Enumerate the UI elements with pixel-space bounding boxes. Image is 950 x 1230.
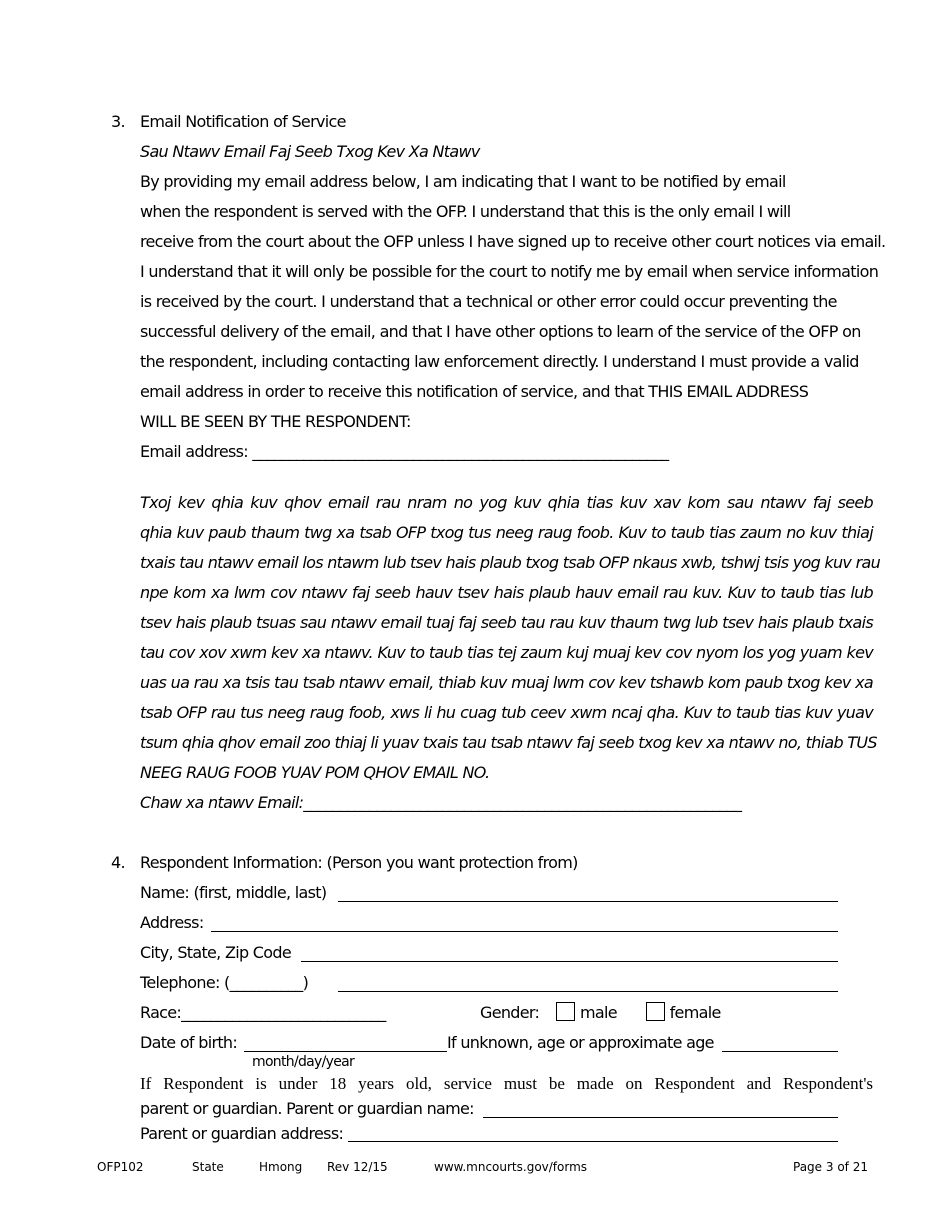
text-line: tsum qhia qhov email zoo thiaj li yuav txais tau tsab ntawv faj seeb txog kev xa ntawv no, thiab TUS xyxy=(140,733,877,752)
minor-respondent-note: If Respondent is under 18 years old, service must be made on Respondent and Respondent's xyxy=(140,1074,873,1093)
telephone-input-line[interactable] xyxy=(338,991,838,992)
guardian-name-label: parent or guardian. Parent or guardian name: xyxy=(140,1099,474,1118)
city-state-zip-label: City, State, Zip Code xyxy=(140,943,291,962)
footer-website-link[interactable]: www.mncourts.gov/forms xyxy=(434,1160,588,1174)
text-line: successful delivery of the email, and that I have other options to learn of the service of the OFP on xyxy=(140,322,861,341)
text-line: is received by the court. I understand that a technical or other error could occur preventing the xyxy=(140,292,837,311)
text-line: npe kom xa lwm cov ntawv faj seeb hauv tsev hais plaub hauv email rau kuv. Kuv to taub tias lub xyxy=(140,583,873,602)
section-3-english-text xyxy=(140,167,885,437)
text-line: txais tau ntawv email los ntawm lub tsev hais plaub txog tsab OFP nkaus xwb, tshwj tsis yog kuv rau xyxy=(140,553,881,572)
footer-page-number: Page 3 of 21 xyxy=(793,1160,868,1174)
female-label: female xyxy=(669,1003,721,1022)
name-label: Name: (first, middle, last) xyxy=(140,883,327,902)
address-label: Address: xyxy=(140,913,204,932)
text-line: when the respondent is served with the OFP. I understand that this is the only email I will xyxy=(140,202,791,221)
section-3-number: 3. xyxy=(111,112,125,131)
text-line: qhia kuv paub thaum twg xa tsab OFP txog tus neeg raug foob. Kuv to taub tias zaum no kuv thiaj xyxy=(140,523,873,542)
guardian-address-label: Parent or guardian address: xyxy=(140,1124,344,1143)
footer-form-id: OFP102 xyxy=(97,1160,144,1174)
male-checkbox[interactable] xyxy=(556,1002,575,1021)
footer-language: Hmong xyxy=(259,1160,303,1174)
approximate-age-input-line[interactable] xyxy=(722,1051,838,1052)
name-input-line[interactable] xyxy=(338,901,838,902)
date-of-birth-input-line[interactable] xyxy=(244,1051,447,1052)
text-line: receive from the court about the OFP unless I have signed up to receive other court notices via email. xyxy=(140,232,886,251)
text-line: email address in order to receive this notification of service, and that THIS EMAIL ADDRESS xyxy=(140,382,809,401)
telephone-label: Telephone: (__________) xyxy=(140,973,309,992)
section-4-number: 4. xyxy=(111,853,125,872)
gender-group xyxy=(480,998,721,1028)
guardian-name-input-line[interactable] xyxy=(483,1117,838,1118)
footer-type: State xyxy=(192,1160,224,1174)
male-label: male xyxy=(579,1003,617,1022)
guardian-address-input-line[interactable] xyxy=(348,1141,838,1142)
text-line: tsab OFP rau tus neeg raug foob, xws li hu cuag tub ceev xwm ncaj qha. Kuv to taub tias kuv yuav xyxy=(140,703,873,722)
text-line: the respondent, including contacting law enforcement directly. I understand I must provide a valid xyxy=(140,352,859,371)
female-checkbox[interactable] xyxy=(646,1002,665,1021)
text-line: By providing my email address below, I am indicating that I want to be notified by email xyxy=(140,172,786,191)
date-format-hint: month/day/year xyxy=(252,1054,355,1070)
gender-label: Gender: xyxy=(480,1003,540,1022)
race-field[interactable]: Race:____________________________ xyxy=(140,1003,386,1022)
text-line: I understand that it will only be possible for the court to notify me by email when service information xyxy=(140,262,879,281)
text-line: WILL BE SEEN BY THE RESPONDENT: xyxy=(140,412,411,431)
text-line: tau cov xov xwm kev xa ntawv. Kuv to taub tias tej zaum kuj muaj kev cov nyom los yog yuam kev xyxy=(140,643,873,662)
footer-revision: Rev 12/15 xyxy=(327,1160,388,1174)
text-line: Txoj kev qhia kuv qhov email rau nram no yog kuv qhia tias kuv xav kom sau ntawv faj seeb xyxy=(140,493,873,512)
section-4-title: Respondent Information: (Person you want protection from) xyxy=(140,853,578,872)
date-of-birth-label: Date of birth: xyxy=(140,1033,238,1052)
section-3-hmong-text xyxy=(140,488,881,788)
approximate-age-label: If unknown, age or approximate age xyxy=(447,1033,714,1052)
section-3-subtitle-hmong: Sau Ntawv Email Faj Seeb Txog Kev Xa Ntawv xyxy=(140,142,480,161)
address-input-line[interactable] xyxy=(211,931,838,932)
hmong-email-field[interactable]: Chaw xa ntawv Email:____________________________________________________________ xyxy=(140,793,742,812)
text-line: tsev hais plaub tsuas sau ntawv email tuaj faj seeb tau rau kuv thaum twg lub tsev hais plaub txais xyxy=(140,613,873,632)
city-state-zip-input-line[interactable] xyxy=(301,961,838,962)
text-line: uas ua rau xa tsis tau tsab ntawv email, thiab kuv muaj lwm cov kev tshawb kom paub txog kev xa xyxy=(140,673,873,692)
text-line: NEEG RAUG FOOB YUAV POM QHOV EMAIL NO. xyxy=(140,763,490,782)
section-3-title: Email Notification of Service xyxy=(140,112,346,131)
email-address-field[interactable]: Email address: _________________________________________________________ xyxy=(140,442,669,461)
